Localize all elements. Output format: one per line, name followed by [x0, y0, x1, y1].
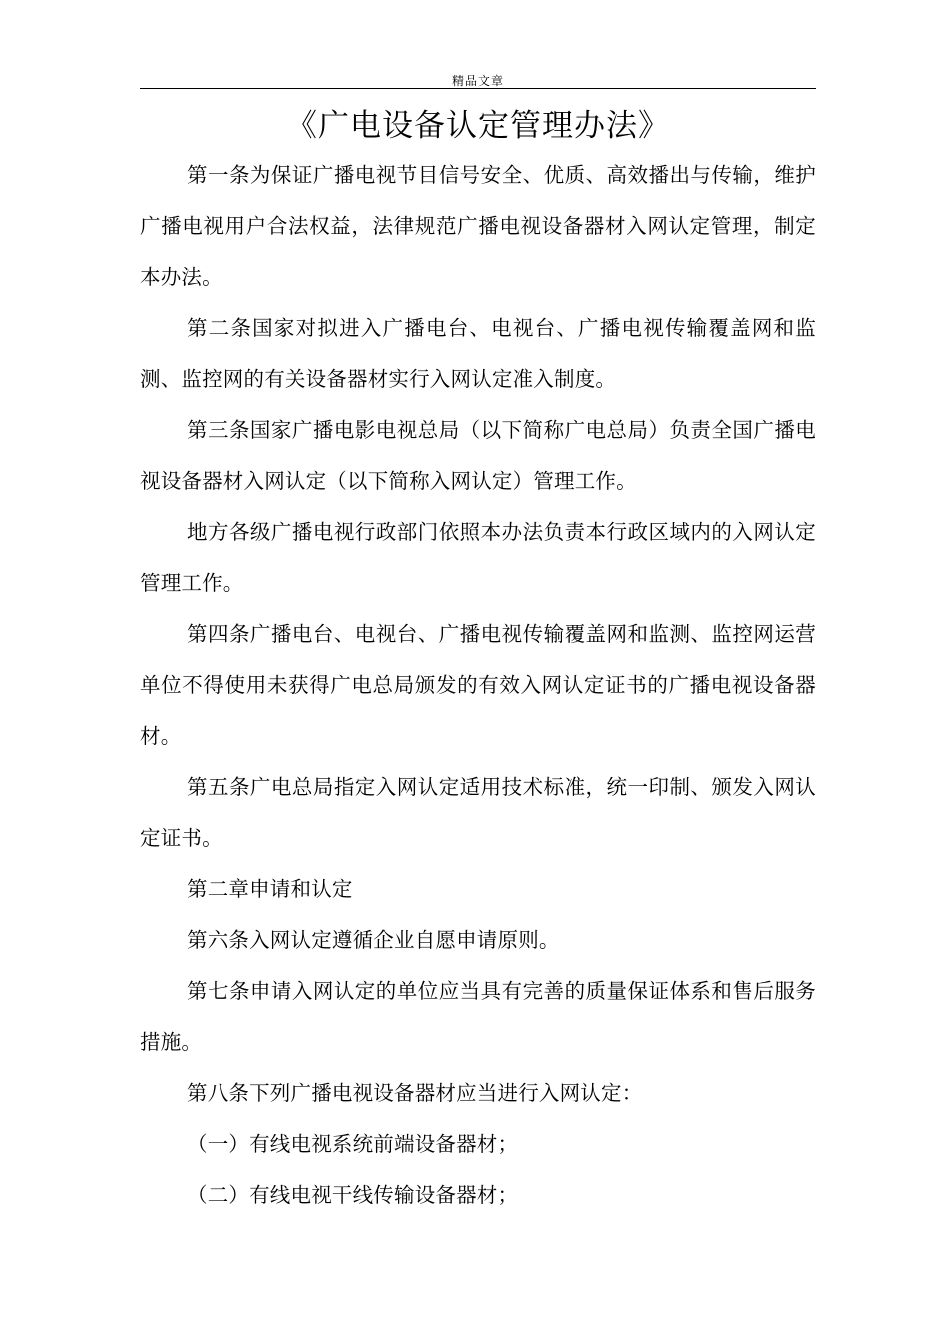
document-title: 《广电设备认定管理办法》 — [286, 108, 670, 144]
list-item-1: （一）有线电视系统前端设备器材； — [187, 1132, 519, 1156]
paragraph-article-1: 第一条为保证广播电视节目信号安全、优质、高效播出与传输，维护广播电视用户合法权益，法律规范广播电视设备器材入网认定管理，制定本办法。 — [140, 163, 816, 289]
paragraph-article-5: 第五条广电总局指定入网认定适用技术标准，统一印制、颁发入网认定证书。 — [140, 775, 816, 850]
paragraph-article-7: 第七条申请入网认定的单位应当具有完善的质量保证体系和售后服务措施。 — [140, 979, 816, 1054]
header-divider — [140, 88, 816, 89]
paragraph-article-8: 第八条下列广播电视设备器材应当进行入网认定： — [187, 1081, 643, 1105]
paragraph-article-6: 第六条入网认定遵循企业自愿申请原则。 — [187, 928, 560, 952]
chapter-heading: 第二章申请和认定 — [187, 877, 353, 901]
document-body — [140, 150, 816, 1221]
paragraph-article-2: 第二条国家对拟进入广播电台、电视台、广播电视传输覆盖网和监测、监控网的有关设备器材实行入网认定准入制度。 — [140, 316, 816, 391]
paragraph-article-4: 第四条广播电台、电视台、广播电视传输覆盖网和监测、监控网运营单位不得使用未获得广电总局颁发的有效入网认定证书的广播电视设备器材。 — [140, 622, 816, 748]
page-header: 精品文章 — [451, 74, 504, 88]
paragraph-local-departments: 地方各级广播电视行政部门依照本办法负责本行政区域内的入网认定管理工作。 — [140, 520, 816, 595]
list-item-2: （二）有线电视干线传输设备器材； — [187, 1183, 519, 1207]
paragraph-article-3: 第三条国家广播电影电视总局（以下简称广电总局）负责全国广播电视设备器材入网认定（以下简称入网认定）管理工作。 — [140, 418, 816, 493]
